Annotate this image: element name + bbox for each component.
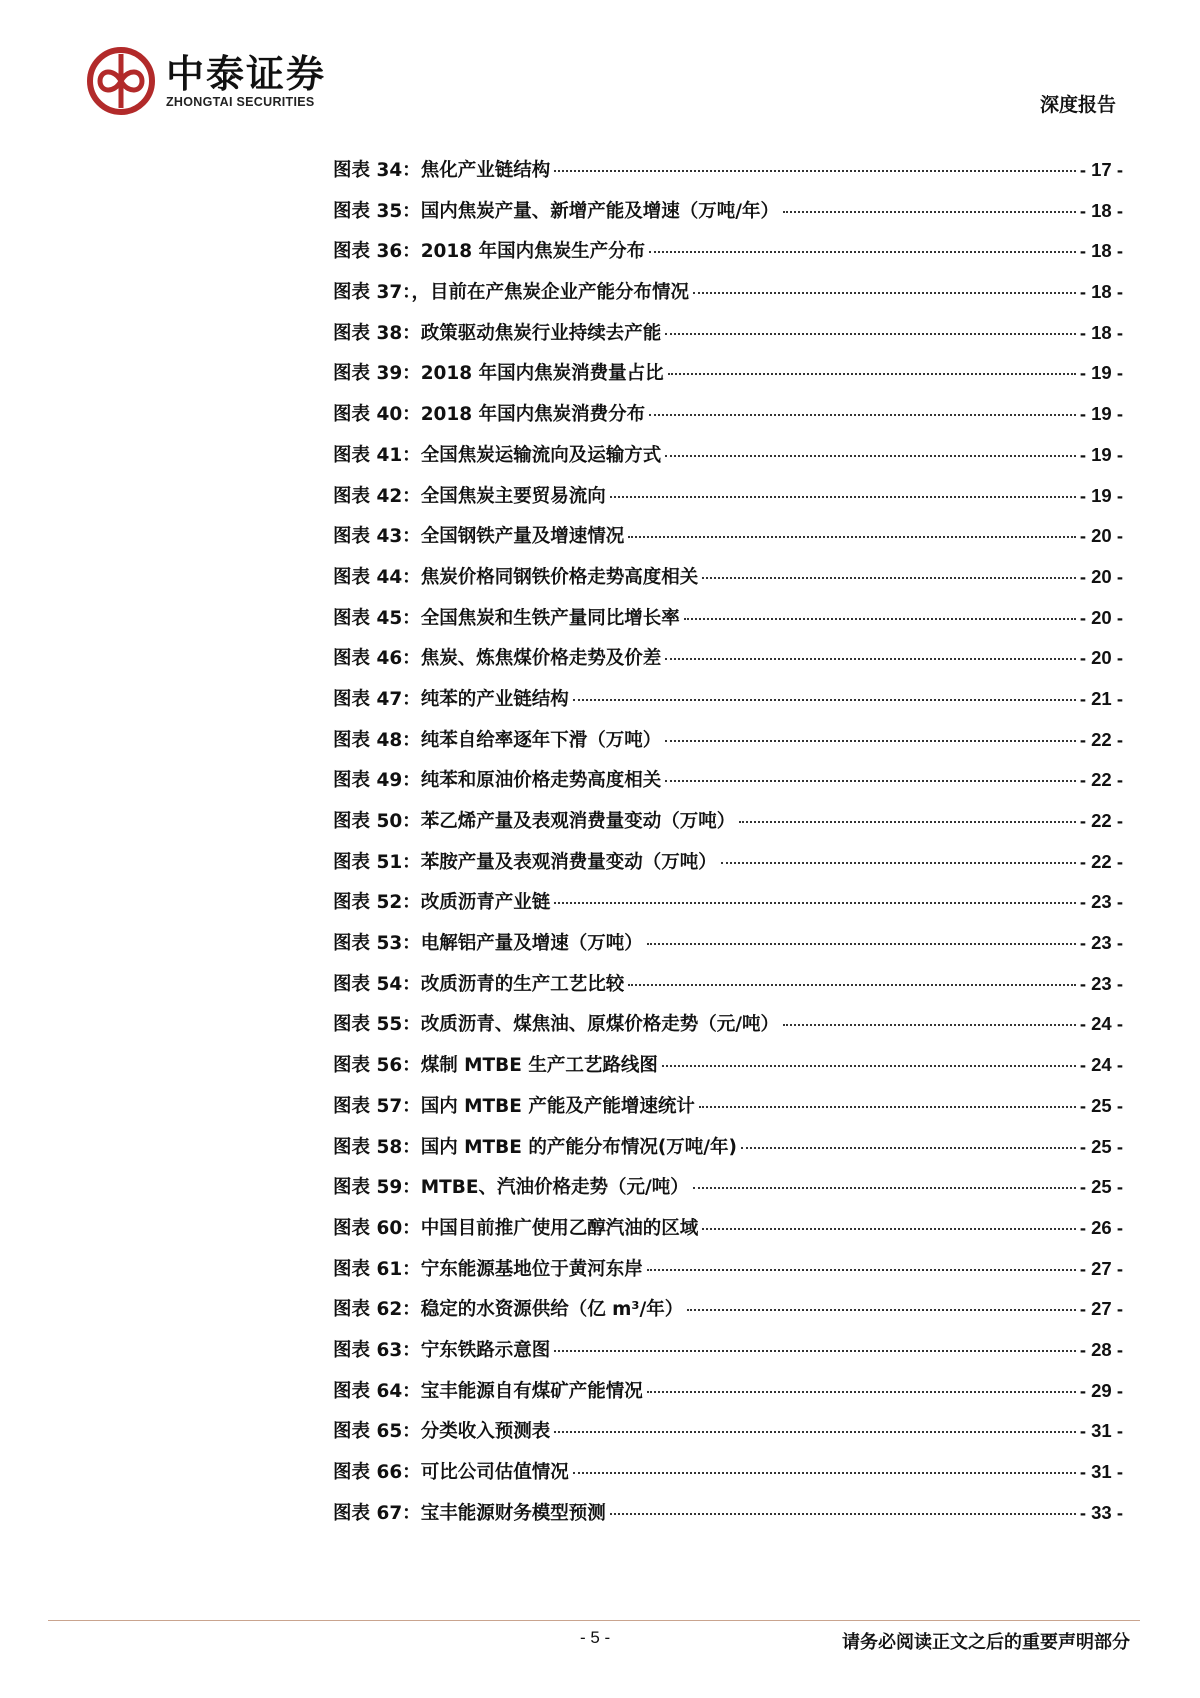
toc-entry-title: 改质沥青、煤焦油、原煤价格走势（元/吨）	[420, 1014, 779, 1036]
toc-entry-label	[333, 1377, 643, 1403]
toc-entry-label	[333, 1010, 779, 1036]
toc-entry-prefix: 图表 50：	[333, 811, 421, 832]
toc-entry[interactable]	[333, 1499, 1123, 1540]
toc-entry[interactable]	[333, 319, 1123, 360]
toc-entry-page: - 24 -	[1079, 1013, 1123, 1035]
toc-entry[interactable]	[333, 929, 1123, 970]
toc-entry-label	[333, 970, 624, 996]
dot-leader	[628, 536, 1076, 538]
toc-entry-label	[333, 1336, 550, 1362]
toc-entry[interactable]	[333, 1214, 1123, 1255]
dot-leader	[554, 1431, 1076, 1433]
toc-entry-label	[333, 1214, 698, 1240]
toc-entry-title: 全国焦炭运输流向及运输方式	[420, 444, 662, 466]
toc-entry-title: 国内 MTBE 的产能分布情况(万吨/年)	[420, 1136, 738, 1158]
toc-entry-title: 焦炭、炼焦煤价格走势及价差	[420, 648, 662, 670]
toc-entry-label	[333, 359, 664, 385]
toc-entry-page: - 18 -	[1079, 240, 1123, 262]
toc-entry-label	[333, 278, 689, 304]
toc-entry-title: 可比公司估值情况	[420, 1462, 569, 1483]
toc-entry-page: - 19 -	[1079, 484, 1123, 506]
toc-entry[interactable]	[333, 685, 1123, 726]
toc-entry-prefix: 图表 60：	[333, 1217, 421, 1239]
toc-entry-page: - 33 -	[1079, 1501, 1123, 1523]
toc-entry-page: - 19 -	[1079, 443, 1123, 465]
toc-entry[interactable]	[333, 888, 1123, 929]
toc-entry-label	[333, 644, 661, 670]
toc-entry-label	[333, 1417, 550, 1443]
dot-leader	[693, 1187, 1076, 1189]
toc-entry-prefix: 图表 65：	[333, 1421, 421, 1443]
toc-entry-prefix: 图表 51：	[333, 851, 421, 873]
toc-entry-prefix: 图表 57：	[333, 1095, 421, 1117]
dot-leader	[721, 862, 1076, 864]
toc-entry-prefix: 图表 61：	[333, 1258, 421, 1280]
toc-entry-prefix: 图表 59：	[333, 1177, 421, 1199]
toc-entry-page: - 22 -	[1079, 728, 1123, 750]
toc-entry-page: - 19 -	[1079, 403, 1123, 425]
footer-divider	[48, 1620, 1140, 1621]
toc-entry-page: - 22 -	[1079, 769, 1123, 791]
toc-entry-prefix: 图表 52：	[333, 892, 421, 914]
toc-entry[interactable]	[333, 237, 1123, 278]
toc-entry-page: - 21 -	[1079, 687, 1123, 709]
dot-leader	[554, 902, 1076, 904]
toc-entry-label	[333, 237, 645, 263]
toc-entry-title: 全国钢铁产量及增速情况	[420, 526, 625, 548]
toc-entry-title: 苯乙烯产量及表观消费量变动（万吨）	[420, 811, 736, 832]
zhongtai-logo-icon	[86, 46, 156, 116]
dot-leader	[573, 699, 1076, 701]
toc-entry-label	[333, 563, 698, 589]
toc-entry-label	[333, 888, 550, 914]
toc-entry-title: 宁东铁路示意图	[420, 1339, 551, 1361]
toc-entry-label	[333, 766, 661, 792]
toc-entry-label	[333, 156, 550, 182]
dot-leader	[741, 1147, 1076, 1149]
dot-leader	[783, 1024, 1076, 1026]
dot-leader	[693, 292, 1076, 294]
toc-entry-title: 纯苯和原油价格走势高度相关	[420, 770, 662, 792]
toc-entry-prefix: 图表 47：	[333, 688, 421, 710]
dot-leader	[783, 211, 1076, 213]
toc-entry-prefix: 图表 37：	[333, 282, 412, 304]
toc-entry[interactable]	[333, 1173, 1123, 1214]
toc-entry-label	[333, 400, 645, 426]
toc-entry[interactable]	[333, 1051, 1123, 1092]
toc-entry-label	[333, 685, 569, 711]
toc-entry-title: 电解铝产量及增速（万吨）	[420, 933, 643, 955]
dot-leader	[665, 658, 1076, 660]
toc-entry-page: - 23 -	[1079, 891, 1123, 913]
toc-entry-title: 宝丰能源自有煤矿产能情况	[420, 1380, 643, 1402]
toc-entry[interactable]	[333, 1295, 1123, 1336]
toc-entry-label	[333, 1133, 737, 1159]
toc-entry[interactable]	[333, 1133, 1123, 1174]
page-number: - 5 -	[580, 1628, 611, 1647]
toc-entry-page: - 29 -	[1079, 1379, 1123, 1401]
toc-entry-title: 纯苯自给率逐年下滑（万吨）	[420, 729, 662, 751]
toc-entry-page: - 25 -	[1079, 1135, 1123, 1157]
toc-entry-title: 焦化产业链结构	[420, 160, 551, 181]
toc-entry-label	[333, 1499, 606, 1525]
figure-list	[333, 156, 1123, 1539]
dot-leader	[702, 577, 1076, 579]
dot-leader	[665, 740, 1076, 742]
toc-entry-title: 焦炭价格同钢铁价格走势高度相关	[420, 566, 699, 588]
dot-leader	[665, 455, 1076, 457]
toc-entry-prefix: 图表 48：	[333, 729, 421, 751]
toc-entry-label	[333, 1255, 643, 1281]
dot-leader	[628, 984, 1076, 986]
toc-entry-label	[333, 319, 661, 345]
toc-entry-prefix: 图表 63：	[333, 1339, 421, 1361]
dot-leader	[647, 943, 1076, 945]
toc-entry-page: - 24 -	[1079, 1054, 1123, 1076]
toc-entry-page: - 22 -	[1079, 810, 1123, 831]
toc-entry-page: - 19 -	[1079, 362, 1123, 384]
dot-leader	[554, 1350, 1076, 1352]
toc-entry-title: 全国焦炭主要贸易流向	[420, 485, 606, 507]
dot-leader	[649, 251, 1076, 253]
toc-entry-page: - 25 -	[1079, 1094, 1123, 1116]
toc-entry-label	[333, 1051, 658, 1077]
toc-entry-label	[333, 848, 717, 874]
toc-entry-page: - 20 -	[1079, 565, 1123, 587]
logo-chinese-name: 中泰证券	[166, 52, 327, 96]
dot-leader	[649, 414, 1076, 416]
dot-leader	[662, 1065, 1076, 1067]
toc-entry-title: 稳定的水资源供给（亿 m³/年）	[420, 1299, 684, 1321]
toc-entry-prefix: 图表 54：	[333, 973, 421, 995]
toc-entry-prefix: 图表 66：	[333, 1462, 421, 1483]
toc-entry-prefix: 图表 40：	[333, 404, 421, 426]
toc-entry-page: - 26 -	[1079, 1216, 1123, 1238]
toc-entry-prefix: 图表 58：	[333, 1136, 421, 1158]
toc-entry-label	[333, 482, 606, 508]
toc-entry-title: 煤制 MTBE 生产工艺路线图	[420, 1055, 658, 1077]
toc-entry-title: 2018 年国内焦炭消费量占比	[420, 363, 664, 385]
dot-leader	[668, 373, 1076, 375]
toc-entry[interactable]	[333, 726, 1123, 767]
toc-entry-page: - 18 -	[1079, 281, 1123, 303]
dot-leader	[739, 821, 1076, 823]
dot-leader	[699, 1106, 1076, 1108]
toc-entry-title: 中国目前推广使用乙醇汽油的区域	[420, 1217, 699, 1239]
dot-leader	[647, 1269, 1076, 1271]
toc-entry-page: - 17 -	[1079, 159, 1123, 180]
toc-entry-page: - 20 -	[1079, 606, 1123, 628]
toc-entry-title: 分类收入预测表	[420, 1421, 551, 1443]
toc-entry-label	[333, 1092, 695, 1118]
disclaimer-note: 请务必阅读正文之后的重要声明部分	[842, 1632, 1130, 1653]
toc-entry-prefix: 图表 46：	[333, 648, 421, 670]
toc-entry-prefix: 图表 49：	[333, 770, 421, 792]
toc-entry-title: 国内焦炭产量、新增产能及增速（万吨/年）	[420, 200, 779, 222]
toc-entry[interactable]	[333, 400, 1123, 441]
toc-entry[interactable]	[333, 1010, 1123, 1051]
toc-entry-label	[333, 1295, 683, 1321]
toc-entry-page: - 27 -	[1079, 1257, 1123, 1279]
toc-entry[interactable]	[333, 1255, 1123, 1296]
toc-entry-label	[333, 1458, 569, 1484]
toc-entry-page: - 31 -	[1079, 1461, 1123, 1482]
toc-entry-prefix: 图表 34：	[333, 160, 421, 181]
toc-entry[interactable]	[333, 1336, 1123, 1377]
toc-entry-label	[333, 1173, 689, 1199]
toc-entry-title: 全国焦炭和生铁产量同比增长率	[420, 607, 680, 629]
toc-entry-label	[333, 522, 624, 548]
toc-entry[interactable]	[333, 563, 1123, 604]
toc-entry[interactable]	[333, 197, 1123, 238]
company-logo	[86, 46, 326, 116]
toc-entry-prefix: 图表 67：	[333, 1502, 421, 1524]
toc-entry-label	[333, 441, 661, 467]
toc-entry[interactable]	[333, 1417, 1123, 1458]
toc-entry[interactable]	[333, 1458, 1123, 1499]
dot-leader	[610, 496, 1076, 498]
toc-entry[interactable]	[333, 604, 1123, 645]
toc-entry-label	[333, 726, 661, 752]
dot-leader	[573, 1472, 1076, 1474]
toc-entry-prefix: 图表 41：	[333, 444, 421, 466]
toc-entry-prefix: 图表 56：	[333, 1055, 421, 1077]
toc-entry-prefix: 图表 55：	[333, 1014, 421, 1036]
toc-entry-page: - 25 -	[1079, 1176, 1123, 1198]
toc-entry[interactable]	[333, 482, 1123, 523]
toc-entry-page: - 20 -	[1079, 525, 1123, 547]
toc-entry-prefix: 图表 62：	[333, 1299, 421, 1321]
toc-entry-page: - 20 -	[1079, 647, 1123, 669]
toc-entry-label	[333, 197, 779, 223]
dot-leader	[665, 780, 1076, 782]
toc-entry-prefix: 图表 36：	[333, 241, 421, 263]
toc-entry-prefix: 图表 43：	[333, 526, 421, 548]
toc-entry[interactable]	[333, 848, 1123, 889]
toc-entry-page: - 27 -	[1079, 1298, 1123, 1320]
toc-entry-title: MTBE、汽油价格走势（元/吨）	[420, 1177, 689, 1199]
toc-entry-prefix: 图表 42：	[333, 485, 421, 507]
dot-leader	[610, 1513, 1076, 1515]
dot-leader	[684, 618, 1076, 620]
toc-entry-page: - 18 -	[1079, 321, 1123, 343]
toc-entry-title: 纯苯的产业链结构	[420, 688, 569, 710]
dot-leader	[702, 1228, 1076, 1230]
toc-entry-page: - 23 -	[1079, 972, 1123, 994]
toc-entry[interactable]	[333, 807, 1123, 848]
logo-english-name: ZHONGTAI SECURITIES	[166, 95, 315, 109]
toc-entry-title: 2018 年国内焦炭消费分布	[420, 404, 646, 426]
toc-entry[interactable]	[333, 1092, 1123, 1133]
toc-entry-prefix: 图表 44：	[333, 566, 421, 588]
toc-entry-page: - 31 -	[1079, 1420, 1123, 1442]
toc-entry-title: 苯胺产量及表观消费量变动（万吨）	[420, 851, 717, 873]
toc-entry-page: - 18 -	[1079, 199, 1123, 221]
report-type: 深度报告	[1039, 94, 1116, 116]
toc-entry[interactable]	[333, 1377, 1123, 1418]
toc-entry-page: - 23 -	[1079, 932, 1123, 954]
toc-entry-prefix: 图表 35：	[333, 200, 421, 222]
dot-leader	[647, 1391, 1076, 1393]
toc-entry-page: - 28 -	[1079, 1338, 1123, 1360]
dot-leader	[665, 333, 1076, 335]
toc-entry-prefix: 图表 64：	[333, 1380, 421, 1402]
toc-entry-prefix: 图表 45：	[333, 607, 421, 629]
toc-entry[interactable]	[333, 766, 1123, 807]
toc-entry-title: 改质沥青的生产工艺比较	[420, 973, 625, 995]
toc-entry[interactable]	[333, 441, 1123, 482]
toc-entry[interactable]	[333, 644, 1123, 685]
toc-entry-prefix: 图表 38：	[333, 322, 421, 344]
toc-entry[interactable]	[333, 970, 1123, 1011]
dot-leader	[554, 170, 1076, 172]
toc-entry-page: - 22 -	[1079, 850, 1123, 872]
toc-entry-label	[333, 929, 643, 955]
toc-entry-label	[333, 807, 735, 833]
toc-entry[interactable]	[333, 278, 1123, 319]
toc-entry-title: 宝丰能源财务模型预测	[420, 1502, 606, 1524]
toc-entry-prefix: 图表 53：	[333, 933, 421, 955]
toc-entry-prefix: 图表 39：	[333, 363, 421, 385]
toc-entry-label	[333, 604, 680, 630]
toc-entry-title: 2018 年国内焦炭生产分布	[420, 241, 646, 263]
dot-leader	[687, 1309, 1076, 1311]
toc-entry[interactable]	[333, 522, 1123, 563]
toc-entry-title: 国内 MTBE 产能及产能增速统计	[420, 1095, 695, 1117]
toc-entry[interactable]	[333, 359, 1123, 400]
toc-entry-title: 宁东能源基地位于黄河东岸	[420, 1258, 643, 1280]
toc-entry-title: 改质沥青产业链	[420, 892, 551, 914]
toc-entry[interactable]	[333, 156, 1123, 197]
toc-entry-title: ，目前在产焦炭企业产能分布情况	[411, 282, 689, 304]
toc-entry-title: 政策驱动焦炭行业持续去产能	[420, 322, 662, 344]
